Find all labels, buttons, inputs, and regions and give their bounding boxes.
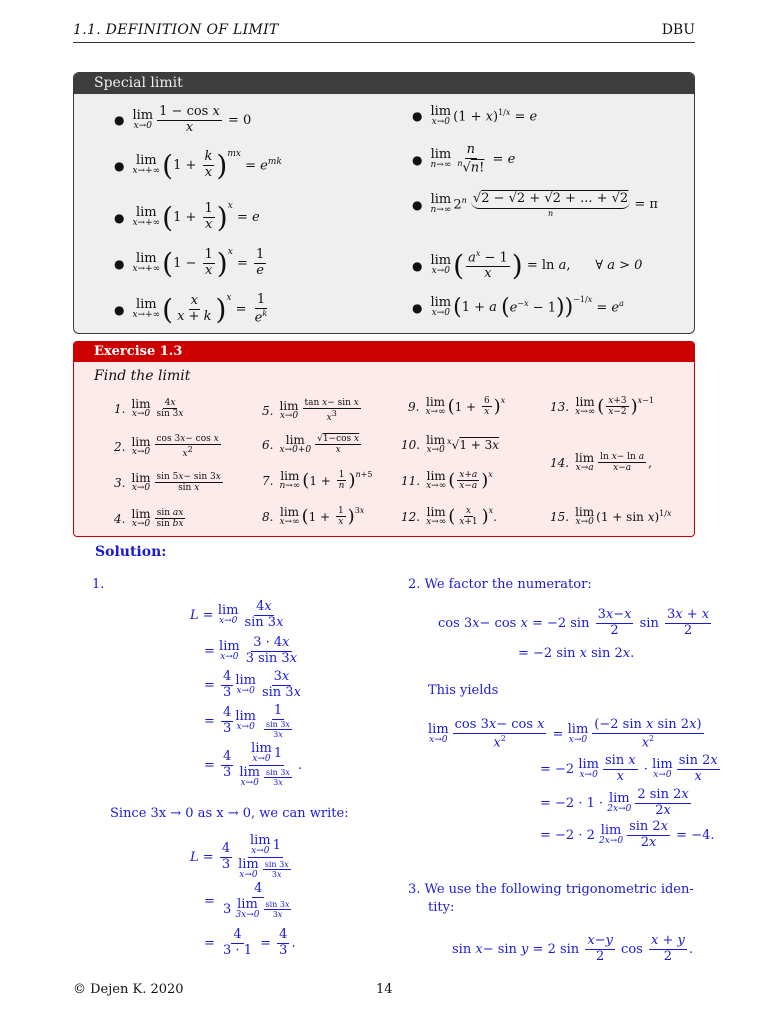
special-limit-title: Special limit xyxy=(74,73,694,94)
solution-1-number: 1. xyxy=(92,577,105,592)
special-item-4: ● lim n→∞ $\frac{n}{^n√n!}$ = e xyxy=(412,142,516,176)
special-item-5: ● lim x→+∞ ( 1 + $\frac{1}{x}$ ) $^x$ = e xyxy=(114,201,260,234)
exercise-item-13: 13. lim x→∞ ( $\frac{x+3}{x-2}$ ) $^{x -1}$ xyxy=(550,395,654,418)
exercise-item-2: 2. lim x→0 $\frac{\text{cos 3x− cos x}}{x^2}$ xyxy=(114,434,219,460)
exercise-item-3: 3. lim x→0 $\frac{\sin 5x- \sin 3x}{\text{sin x}}$ xyxy=(114,471,221,494)
exercise-item-14: 14. lim x→a $\frac{\text{ln x− ln a}}{x-a}$ , xyxy=(550,451,652,474)
special-item-7: ● lim x→+∞ ( 1 − $\frac{1}{x}$ ) $^x$ = $\frac{1}{e}$ xyxy=(114,247,265,280)
solution-1-step-6: L = $\frac{4}{3}$ lim x→0 1 lim x→0 $\frac{\sin 3x}{3x}$ xyxy=(190,833,289,880)
exercise-item-7: 7. lim n→∞ ( 1 + $\frac{1}{n}$ ) $^{n +5}$ xyxy=(262,469,373,492)
solution-1-step-3: = $\frac{4}{3}$ lim x→0 $\frac{3x}{\sin 3x}$ xyxy=(204,669,301,700)
special-item-1: ● lim x→0 $\frac{\text{1 − cos x}}{x}$ = 0 xyxy=(114,104,252,135)
page-header xyxy=(73,18,695,43)
nested-count-label: n xyxy=(547,209,554,218)
special-item-10: ● lim x→0 ( 1 + a ( $e^{-x} - 1$ ) ) $^{-1/x}$ = $e^a$ xyxy=(412,295,624,320)
solution-1-step-4: = $\frac{4}{3}$ lim x→0 $\frac{1}{\frac{\sin 3x}{3x}}$ xyxy=(204,703,290,740)
solution-1-step-2: = lim x→0 $\frac{3 \cdot 4x}{3 \sin 3x}$ xyxy=(204,635,298,666)
exercise-item-8: 8. lim x→∞ ( 1 + $\frac{1}{x}$ ) $^{3x}$ xyxy=(262,505,365,528)
forall-condition: ∀ a > 0 xyxy=(595,258,643,274)
exercise-item-9: 9. lim x→∞ ( 1 + $\frac{6}{x}$ ) $^x$ xyxy=(408,395,506,418)
exercise-item-5: 5. lim x→0 $\frac{\text{tan x− sin x}}{x^3}$ xyxy=(262,398,359,424)
special-item-2: ● lim x→0 $(1 + x)^{1/x} = e$ xyxy=(412,104,538,127)
solution-2-step-2: = −2 sin x sin 2x. xyxy=(518,646,635,661)
solution-2-text: 2. We factor the numerator: xyxy=(408,577,592,592)
solution-1-step-1: L = lim x→0 $\frac{4x}{\sin 3x}$ xyxy=(190,599,284,630)
special-item-8: ● lim x→0 ( $\frac{a^x - 1}{x}$ ) = ln a, ∀ a > 0 xyxy=(412,249,643,283)
solution-3-identity: sin x− sin y = 2 sin $\frac{x-y}{2}$ cos $\frac{x + y}{2}$ . xyxy=(452,933,693,964)
this-yields: This yields xyxy=(428,683,499,698)
special-item-3: ● lim x→+∞ ( 1 + $\frac{k}{x}$ ) $^{mx}$ = $e^{mk}$ xyxy=(114,149,282,182)
exercise-item-12: 12. lim x→∞ ( $\frac{x}{x+1}$ ) $^x$ . xyxy=(401,505,497,528)
since-text: Since 3x → 0 as x → 0, we can write: xyxy=(110,806,349,821)
exercise-item-4: 4. lim x→0 $\frac{\text{sin ax}}{\text{sin bx}}$ xyxy=(114,507,184,530)
special-item-9: ● lim x→+∞ ( $\frac{x}{x + k}$ ) $^x$ = $\frac{1}{e^k}$ xyxy=(114,292,268,327)
special-item-6: ● lim n→∞ 2$^n$ √2 − √2 + √2 + ... + √2 n = π xyxy=(412,191,658,218)
exercise-item-10: 10. lim x→0 $^x$√1 + 3x xyxy=(401,433,500,455)
solution-2-step-4: = −2 lim x→0 $\frac{\text{sin x}}{x}$ · lim x→0 $\frac{\sin 2x}{x}$ xyxy=(540,753,718,784)
solution-2-step-1: cos 3x− cos x = −2 sin $\frac{3x-x}{2}$ sin $\frac{3x + x}{2}$ xyxy=(438,607,710,638)
solution-1-step-5: = $\frac{4}{3}$ lim x→0 1 lim x→0 $\frac{\sin 3x}{3x}$ . xyxy=(204,741,303,788)
solution-2-step-5: = −2 · 1 · lim 2x→0 $\frac{2 \sin 2x}{2x}$ xyxy=(540,787,689,818)
solution-label: Solution: xyxy=(95,544,167,560)
section-title: 1.1. DEFINITION OF LIMIT xyxy=(73,22,279,38)
solution-1-step-8: = $\frac{4}{3 \cdot 1}$ = $\frac{4}{3}$ . xyxy=(204,927,296,958)
solution-2-step-3: lim x→0 $\frac{\text{cos 3x− cos x}}{x^2}$ = lim x→0 $\frac{\text{(−2 sin x sin 2x)}}{x^2}$ xyxy=(428,717,702,751)
exercise-title: Exercise 1.3 xyxy=(74,342,694,362)
header-right: DBU xyxy=(661,22,695,38)
exercise-item-15: 15. lim x→0 $(1 + \sin x)^{1/x}$ xyxy=(550,505,672,527)
exercise-box xyxy=(73,341,695,537)
page-number: 14 xyxy=(376,982,393,997)
exercise-prompt: Find the limit xyxy=(94,368,191,384)
exercise-item-11: 11. lim x→∞ ( $\frac{x+a}{x-a}$ ) $^x$ xyxy=(401,469,493,492)
special-limit-box xyxy=(73,72,695,334)
solution-3-text-a: 3. We use the following trigonometric iden- xyxy=(408,882,694,897)
solution-1-step-7: = 4 3 lim 3x→0 $\frac{\sin 3x}{3x}$ xyxy=(204,881,290,920)
solution-2-step-6: = −2 · 2 lim 2x→0 $\frac{\sin 2x}{2x}$ = −4. xyxy=(540,819,715,850)
solution-3-text-b: tity: xyxy=(428,900,455,915)
exercise-item-1: 1. lim x→0 $\frac{4x}{\sin 3x}$ xyxy=(114,397,184,420)
footer-copyright: © Dejen K. 2020 xyxy=(73,982,184,997)
exercise-item-6: 6. lim x→0+0 $\frac{\text{√1−cos x}}{x}$ xyxy=(262,433,360,456)
